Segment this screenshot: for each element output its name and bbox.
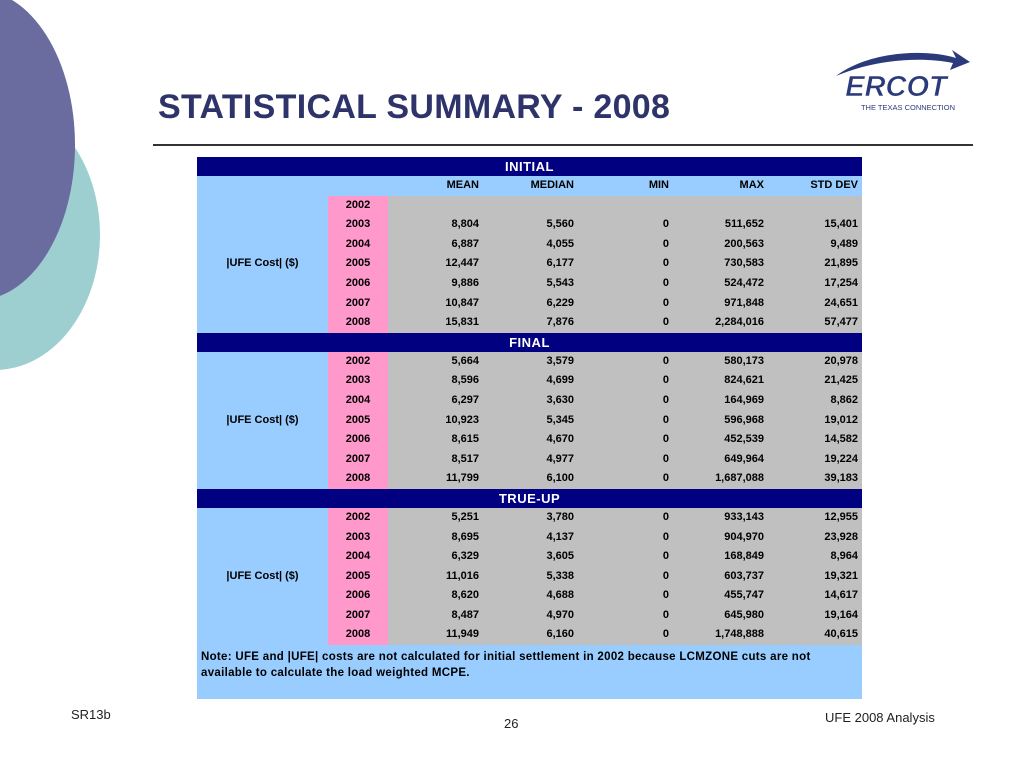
- value-cell: 0: [578, 567, 673, 587]
- value-cell: 0: [578, 274, 673, 294]
- table-row: [197, 508, 862, 528]
- section-title: FINAL: [197, 333, 862, 352]
- value-cell: 0: [578, 430, 673, 450]
- value-cell: 8,862: [768, 391, 862, 411]
- value-cell: 455,747: [673, 586, 768, 606]
- value-cell: 8,620: [388, 586, 483, 606]
- value-cell: 5,338: [483, 567, 578, 587]
- value-cell: 0: [578, 215, 673, 235]
- table-note: Note: UFE and |UFE| costs are not calculated for initial settlement in 2002 because LCMZONE cuts are not available to calculate the load weighted MCPE.: [201, 651, 811, 680]
- year-cell: 2008: [328, 625, 388, 645]
- value-cell: 6,229: [483, 294, 578, 314]
- value-cell: 0: [578, 411, 673, 431]
- value-cell: 0: [578, 294, 673, 314]
- section-header-row: [197, 489, 862, 508]
- row-group-label: |UFE Cost| ($): [197, 352, 328, 489]
- value-cell: 17,254: [768, 274, 862, 294]
- value-cell: [388, 196, 483, 216]
- value-cell: 0: [578, 528, 673, 548]
- slide-title: STATISTICAL SUMMARY - 2008: [158, 88, 671, 126]
- value-cell: 4,688: [483, 586, 578, 606]
- value-cell: 6,177: [483, 254, 578, 274]
- column-header: STD DEV: [768, 176, 862, 196]
- value-cell: 4,055: [483, 235, 578, 255]
- value-cell: 4,670: [483, 430, 578, 450]
- year-cell: 2004: [328, 547, 388, 567]
- value-cell: 8,487: [388, 606, 483, 626]
- value-cell: 8,964: [768, 547, 862, 567]
- value-cell: 9,886: [388, 274, 483, 294]
- year-cell: 2007: [328, 606, 388, 626]
- value-cell: 40,615: [768, 625, 862, 645]
- title-divider: [153, 144, 973, 146]
- value-cell: 6,100: [483, 469, 578, 489]
- year-cell: 2003: [328, 528, 388, 548]
- value-cell: 0: [578, 450, 673, 470]
- value-cell: 0: [578, 352, 673, 372]
- value-cell: 14,582: [768, 430, 862, 450]
- year-cell: 2002: [328, 196, 388, 216]
- value-cell: 5,664: [388, 352, 483, 372]
- column-header-blank: [328, 176, 388, 196]
- value-cell: 0: [578, 606, 673, 626]
- value-cell: 39,183: [768, 469, 862, 489]
- value-cell: 603,737: [673, 567, 768, 587]
- logo-wordmark: ERCOT: [845, 71, 947, 103]
- value-cell: 0: [578, 508, 673, 528]
- footer-reference: SR13b: [71, 707, 111, 722]
- value-cell: 8,804: [388, 215, 483, 235]
- value-cell: 580,173: [673, 352, 768, 372]
- year-cell: 2005: [328, 411, 388, 431]
- year-cell: 2007: [328, 294, 388, 314]
- value-cell: 524,472: [673, 274, 768, 294]
- row-group-label: |UFE Cost| ($): [197, 196, 328, 333]
- value-cell: 5,345: [483, 411, 578, 431]
- value-cell: 3,605: [483, 547, 578, 567]
- value-cell: 11,799: [388, 469, 483, 489]
- value-cell: 8,596: [388, 371, 483, 391]
- value-cell: [673, 196, 768, 216]
- year-cell: 2006: [328, 586, 388, 606]
- value-cell: 0: [578, 391, 673, 411]
- section-header-row: [197, 333, 862, 352]
- value-cell: 11,016: [388, 567, 483, 587]
- value-cell: 452,539: [673, 430, 768, 450]
- value-cell: 3,780: [483, 508, 578, 528]
- value-cell: 21,425: [768, 371, 862, 391]
- value-cell: 3,630: [483, 391, 578, 411]
- year-cell: 2004: [328, 391, 388, 411]
- value-cell: 0: [578, 547, 673, 567]
- column-header: MIN: [578, 176, 673, 196]
- value-cell: 1,748,888: [673, 625, 768, 645]
- value-cell: 6,297: [388, 391, 483, 411]
- value-cell: 5,560: [483, 215, 578, 235]
- value-cell: 19,224: [768, 450, 862, 470]
- year-cell: 2002: [328, 508, 388, 528]
- value-cell: 4,977: [483, 450, 578, 470]
- year-cell: 2002: [328, 352, 388, 372]
- value-cell: 0: [578, 235, 673, 255]
- value-cell: [768, 196, 862, 216]
- value-cell: 0: [578, 625, 673, 645]
- value-cell: 4,699: [483, 371, 578, 391]
- logo-tagline: THE TEXAS CONNECTION: [860, 103, 956, 112]
- footer-title: UFE 2008 Analysis: [825, 710, 935, 725]
- statistics-table: [197, 157, 862, 645]
- value-cell: 10,847: [388, 294, 483, 314]
- value-cell: 971,848: [673, 294, 768, 314]
- value-cell: 0: [578, 313, 673, 333]
- section-header-row: [197, 157, 862, 176]
- value-cell: 0: [578, 254, 673, 274]
- year-cell: 2008: [328, 469, 388, 489]
- year-cell: 2003: [328, 215, 388, 235]
- column-header: MEDIAN: [483, 176, 578, 196]
- value-cell: 4,137: [483, 528, 578, 548]
- value-cell: 904,970: [673, 528, 768, 548]
- year-cell: 2006: [328, 274, 388, 294]
- value-cell: 11,949: [388, 625, 483, 645]
- value-cell: 20,978: [768, 352, 862, 372]
- value-cell: 19,164: [768, 606, 862, 626]
- value-cell: 8,695: [388, 528, 483, 548]
- year-cell: 2008: [328, 313, 388, 333]
- value-cell: 15,831: [388, 313, 483, 333]
- value-cell: 19,012: [768, 411, 862, 431]
- year-cell: 2005: [328, 567, 388, 587]
- year-cell: 2006: [328, 430, 388, 450]
- value-cell: 3,579: [483, 352, 578, 372]
- value-cell: [578, 196, 673, 216]
- column-header-row: [197, 176, 862, 196]
- value-cell: 7,876: [483, 313, 578, 333]
- value-cell: 2,284,016: [673, 313, 768, 333]
- value-cell: 6,887: [388, 235, 483, 255]
- value-cell: 15,401: [768, 215, 862, 235]
- section-title: TRUE-UP: [197, 489, 862, 508]
- value-cell: 164,969: [673, 391, 768, 411]
- value-cell: 9,489: [768, 235, 862, 255]
- value-cell: 4,970: [483, 606, 578, 626]
- value-cell: 0: [578, 371, 673, 391]
- value-cell: 0: [578, 586, 673, 606]
- value-cell: 596,968: [673, 411, 768, 431]
- value-cell: 21,895: [768, 254, 862, 274]
- year-cell: 2003: [328, 371, 388, 391]
- column-header: MAX: [673, 176, 768, 196]
- value-cell: 824,621: [673, 371, 768, 391]
- value-cell: 5,251: [388, 508, 483, 528]
- value-cell: 12,955: [768, 508, 862, 528]
- value-cell: 200,563: [673, 235, 768, 255]
- value-cell: 0: [578, 469, 673, 489]
- value-cell: 6,329: [388, 547, 483, 567]
- value-cell: 8,517: [388, 450, 483, 470]
- year-cell: 2005: [328, 254, 388, 274]
- value-cell: 14,617: [768, 586, 862, 606]
- year-cell: 2007: [328, 450, 388, 470]
- ercot-logo: [828, 46, 972, 118]
- value-cell: 511,652: [673, 215, 768, 235]
- value-cell: 12,447: [388, 254, 483, 274]
- value-cell: 730,583: [673, 254, 768, 274]
- value-cell: 649,964: [673, 450, 768, 470]
- row-group-label: |UFE Cost| ($): [197, 508, 328, 645]
- value-cell: 24,651: [768, 294, 862, 314]
- value-cell: 1,687,088: [673, 469, 768, 489]
- value-cell: 19,321: [768, 567, 862, 587]
- page-number: 26: [504, 716, 519, 731]
- table-row: [197, 352, 862, 372]
- column-header-blank: [197, 176, 328, 196]
- value-cell: 168,849: [673, 547, 768, 567]
- table-row: [197, 196, 862, 216]
- value-cell: [483, 196, 578, 216]
- value-cell: 933,143: [673, 508, 768, 528]
- value-cell: 23,928: [768, 528, 862, 548]
- value-cell: 57,477: [768, 313, 862, 333]
- value-cell: 8,615: [388, 430, 483, 450]
- statistics-table-panel: [197, 157, 862, 699]
- year-cell: 2004: [328, 235, 388, 255]
- value-cell: 10,923: [388, 411, 483, 431]
- section-title: INITIAL: [197, 157, 862, 176]
- value-cell: 645,980: [673, 606, 768, 626]
- column-header: MEAN: [388, 176, 483, 196]
- value-cell: 5,543: [483, 274, 578, 294]
- value-cell: 6,160: [483, 625, 578, 645]
